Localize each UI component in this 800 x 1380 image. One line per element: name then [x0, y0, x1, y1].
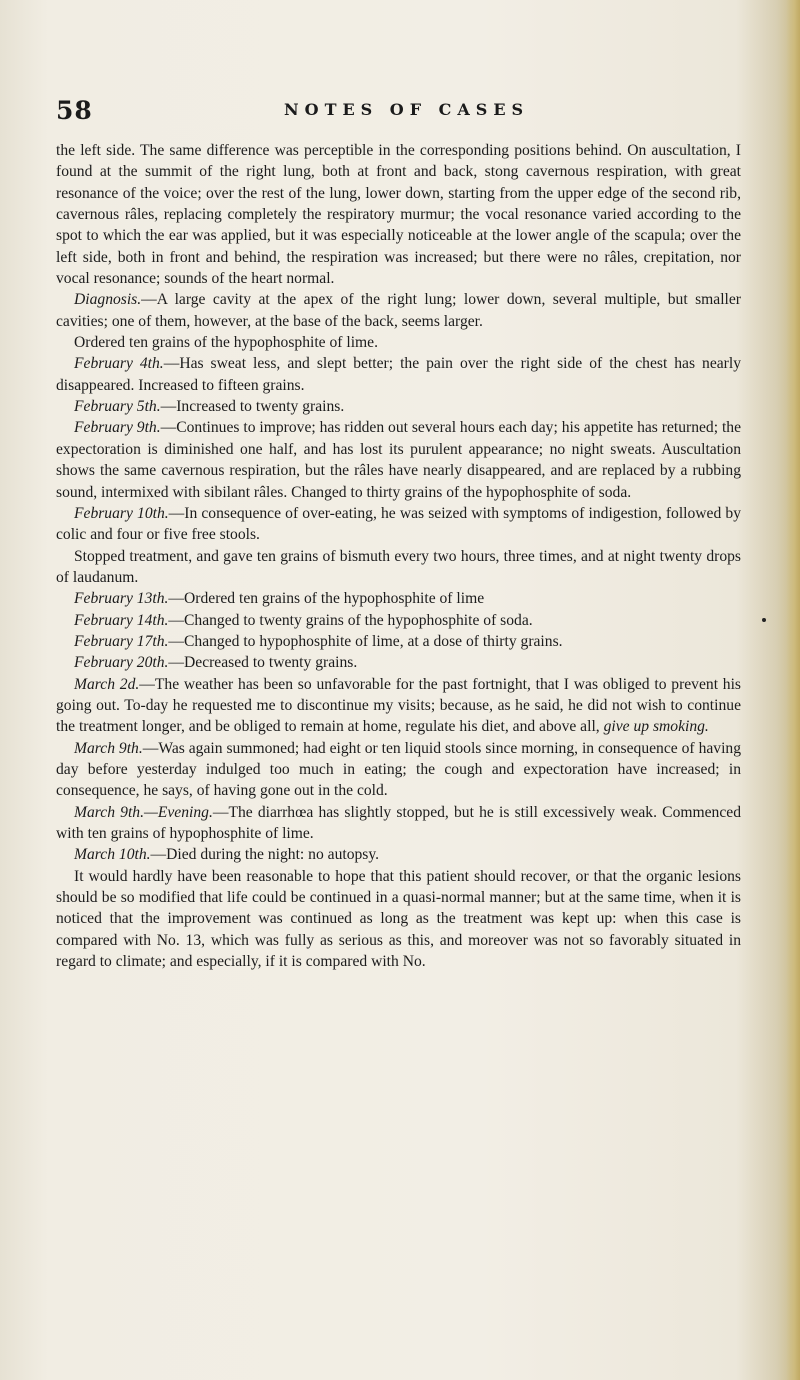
entry-mar-10 — [56, 844, 741, 865]
paragraph-text: —Has sweat less, and slept better; the pain over the right side of the chest has nearly disappeared. Increased to fifteen grains. — [56, 355, 741, 394]
paragraph-conclusion — [56, 866, 741, 973]
paragraph-text: —Was again summoned; had eight or ten liquid stools since morning, in consequence of having day before yesterday indulged too much in eating; the cough and expectoration have increased; in consequence, he says, of having gone out in the cold. — [56, 739, 742, 800]
entry-feb-4 — [56, 353, 741, 396]
paragraph-text: the left side. The same difference was perceptible in the corresponding positions behind. On auscultation, I found at the summit of the right lung, both at front and back, stong cavernous respiration, with great resonance of the voice; over the rest of the lung, lower down, starting from the upper edge of the second rib, cavernous râles, replacing completely the respiratory murmur; the vocal resonance varied according to the spot to which the ear was applied, but it was especially noticeable at the lower angle of the scapula; over the left side, both in front and behind, the respiration was increased; but there were no râles, crepitation, nor vocal resonance; sounds of the heart normal. — [56, 142, 741, 288]
body-text — [56, 140, 741, 972]
paragraph-text: —A large cavity at the apex of the right lung; lower down, several multiple, but smaller cavities; one of them, however, at the base of the back, seems larger. — [56, 291, 741, 330]
page-edge-discoloration — [786, 0, 800, 1380]
paragraph-text: —The weather has been so unfavorable for the past fortnight, that I was obliged to prevent his going out. To-day he requested me to discontinue my visits; because, as he said, he did not wish to continue the treatment longer, and be obliged to remain at home, regulate his diet, and above all, — [56, 675, 742, 736]
entry-label: Diagnosis. — [74, 291, 142, 309]
entry-label: March 10th. — [74, 846, 151, 864]
paragraph-text: —Changed to twenty grains of the hypophosphite of soda. — [168, 611, 533, 629]
paragraph-text: —Ordered ten grains of the hypophosphite of lime — [168, 590, 485, 608]
paragraph-treatment — [56, 546, 741, 589]
paragraph-order — [56, 332, 741, 353]
entry-feb-20 — [56, 652, 741, 673]
paragraph-text: —Continues to improve; has ridden out several hours each day; his appetite has returned; the expectoration is diminished one half, and has lost its purulent appearance; no night sweats. Auscultation shows the same cavernous respiration, but the râles have nearly disappeared, and are replaced by a rubbing sound, intermixed with sibilant râles. Changed to thirty grains of the hypophosphite of soda. — [56, 419, 741, 501]
entry-mar-9-evening — [56, 802, 741, 845]
paragraph-text: —Decreased to twenty grains. — [168, 654, 358, 672]
entry-feb-13 — [56, 588, 741, 609]
paragraph-continuation — [56, 140, 741, 289]
page-header — [48, 92, 748, 132]
entry-feb-17 — [56, 631, 741, 652]
entry-feb-5 — [56, 396, 741, 417]
entry-label: February 20th. — [74, 654, 169, 672]
entry-label: February 5th. — [74, 398, 161, 416]
entry-label: February 14th. — [74, 611, 169, 629]
entry-label: February 10th. — [74, 504, 169, 522]
emphasis-text: give up smoking. — [603, 718, 709, 736]
entry-feb-14 — [56, 610, 741, 631]
entry-label: March 2d. — [74, 675, 140, 693]
entry-label: February 13th. — [74, 590, 169, 608]
entry-mar-9 — [56, 738, 741, 802]
entry-label: February 17th. — [74, 632, 169, 650]
entry-label: March 9th. — [74, 739, 143, 757]
entry-feb-9 — [56, 417, 741, 502]
paragraph-text: Ordered ten grains of the hypophosphite of lime. — [74, 334, 379, 352]
paragraph-text: —Died during the night: no autopsy. — [150, 846, 380, 864]
page-number: 58 — [56, 96, 93, 125]
paragraph-text: Stopped treatment, and gave ten grains of bismuth every two hours, three times, and at night twenty drops of laudanum. — [56, 547, 741, 586]
entry-mar-2 — [56, 674, 741, 738]
entry-feb-10 — [56, 503, 741, 546]
entry-label: February 9th. — [74, 419, 161, 437]
paragraph-text: —The diarrhœa has slightly stopped, but he is still excessively weak. Commenced with ten grains of hypophosphite of lime. — [56, 803, 741, 842]
entry-label: March 9th.—Evening. — [74, 803, 213, 821]
entry-label: February 4th. — [74, 355, 164, 373]
paragraph-diagnosis — [56, 289, 741, 332]
running-head: NOTES OF CASES — [284, 100, 530, 119]
paragraph-text: —Changed to hypophosphite of lime, at a dose of thirty grains. — [168, 632, 563, 650]
paragraph-text: —In consequence of over-eating, he was seized with symptoms of indigestion, followed by colic and four or five free stools. — [56, 504, 742, 544]
paragraph-text: —Increased to twenty grains. — [160, 398, 345, 416]
ink-speck — [762, 618, 766, 622]
paragraph-text: It would hardly have been reasonable to hope that this patient should recover, or that the organic lesions should be so modified that life could be continued in a quasi-normal manner; but at the same time, when it is noticed that the improvement was continued as long as the treatment was kept up: when this case is compared with No. 13, which was fully as serious as this, and moreover was not so favorably situated in regard to climate; and especially, if it is compared with No. — [56, 867, 741, 971]
